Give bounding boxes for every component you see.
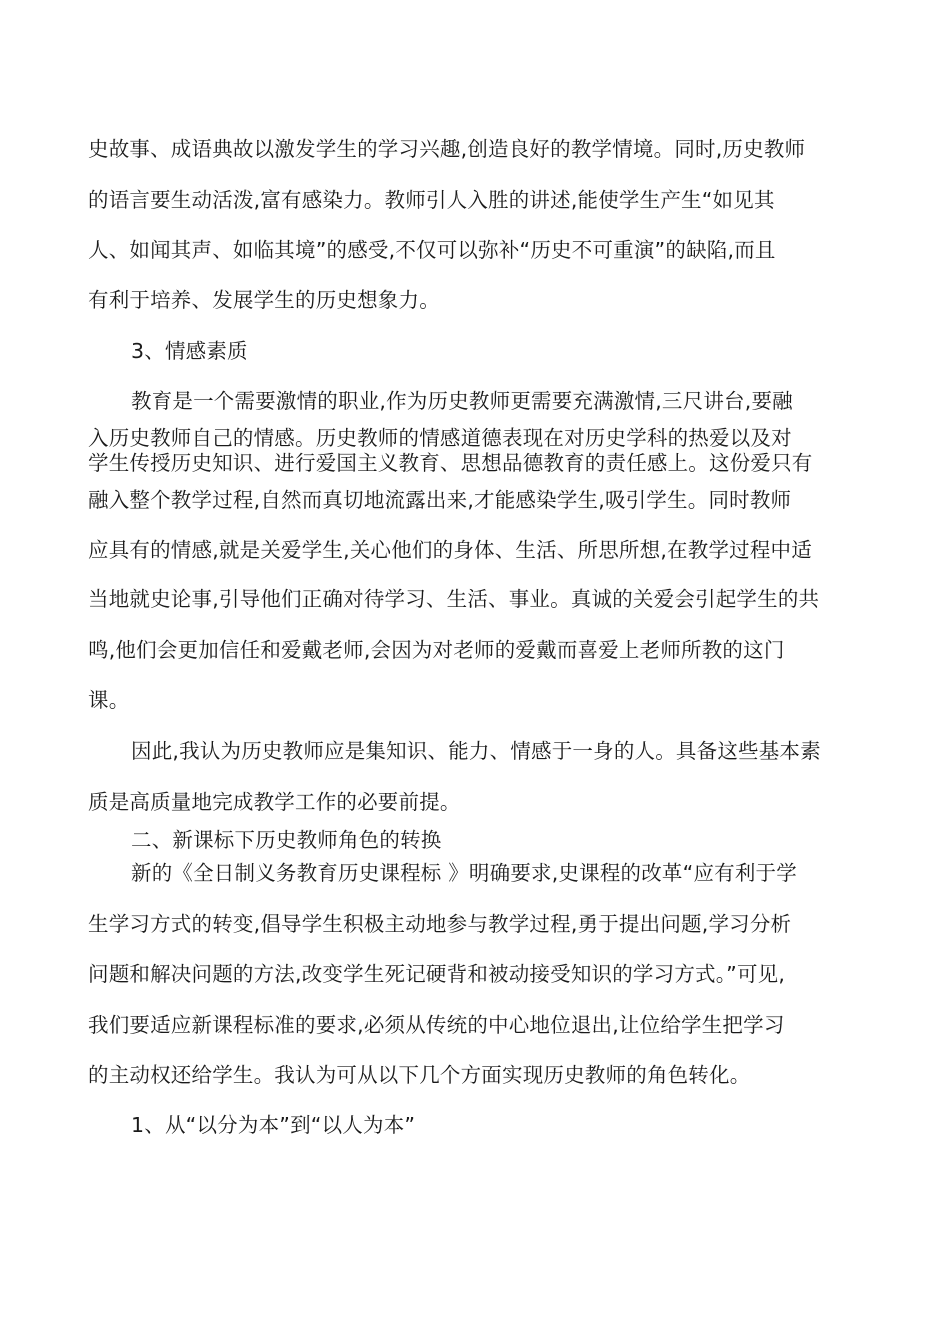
paragraph-line: 当地就史论事,引导他们正确对待学习、生活、事业。真诚的关爱会引起学生的共 <box>88 587 820 611</box>
paragraph-line: 史故事、成语典故以激发学生的学习兴趣,创造良好的教学情境。同时,历史教师 <box>88 137 806 161</box>
paragraph-line: 鸣,他们会更加信任和爱戴老师,会因为对老师的爱戴而喜爱上老师所教的这门 <box>88 638 785 662</box>
paragraph-line: 应具有的情感,就是关爱学生,关心他们的身体、生活、所思所想,在教学过程中适 <box>88 538 812 562</box>
paragraph-line: 教育是一个需要激情的职业,作为历史教师更需要充满激情,三尺讲台,要融 <box>131 389 793 413</box>
paragraph-line: 入历史教师自己的情感。历史教师的情感道德表现在对历史学科的热爱以及对 <box>88 426 792 450</box>
paragraph-line: 人、如闻其声、如临其境”的感受,不仅可以弥补“历史不可重演”的缺陷,而且 <box>88 238 776 262</box>
paragraph-line: 融入整个教学过程,自然而真切地流露出来,才能感染学生,吸引学生。同时教师 <box>88 488 792 512</box>
paragraph-line: 生学习方式的转变,倡导学生积极主动地参与教学过程,勇于提出问题,学习分析 <box>88 912 792 936</box>
paragraph-line: 问题和解决问题的方法,改变学生死记硬背和被动接受知识的学习方式。”可见, <box>88 962 786 986</box>
section-heading: 3、情感素质 <box>131 339 248 363</box>
paragraph-line: 有利于培养、发展学生的历史想象力。 <box>88 288 440 312</box>
paragraph-line: 新的《全日制义务教育历史课程标 》明确要求,史课程的改革“应有利于学 <box>131 861 797 885</box>
section-heading: 二、新课标下历史教师角色的转换 <box>131 828 442 852</box>
paragraph-line: 我们要适应新课程标准的要求,必须从传统的中心地位退出,让位给学生把学习 <box>88 1013 785 1037</box>
paragraph-line: 的主动权还给学生。我认为可从以下几个方面实现历史教师的角色转化。 <box>88 1063 751 1087</box>
paragraph-line: 学生传授历史知识、进行爱国主义教育、思想品德教育的责任感上。这份爱只有 <box>88 451 813 475</box>
paragraph-line: 课。 <box>88 688 130 712</box>
paragraph-line: 的语言要生动活泼,富有感染力。教师引人入胜的讲述,能使学生产生“如见其 <box>88 188 775 212</box>
section-heading: 1、从“以分为本”到“以人为本” <box>131 1113 416 1137</box>
paragraph-line: 质是高质量地完成教学工作的必要前提。 <box>88 790 461 814</box>
paragraph-line: 因此,我认为历史教师应是集知识、能力、情感于一身的人。具备这些基本素 <box>131 739 821 763</box>
